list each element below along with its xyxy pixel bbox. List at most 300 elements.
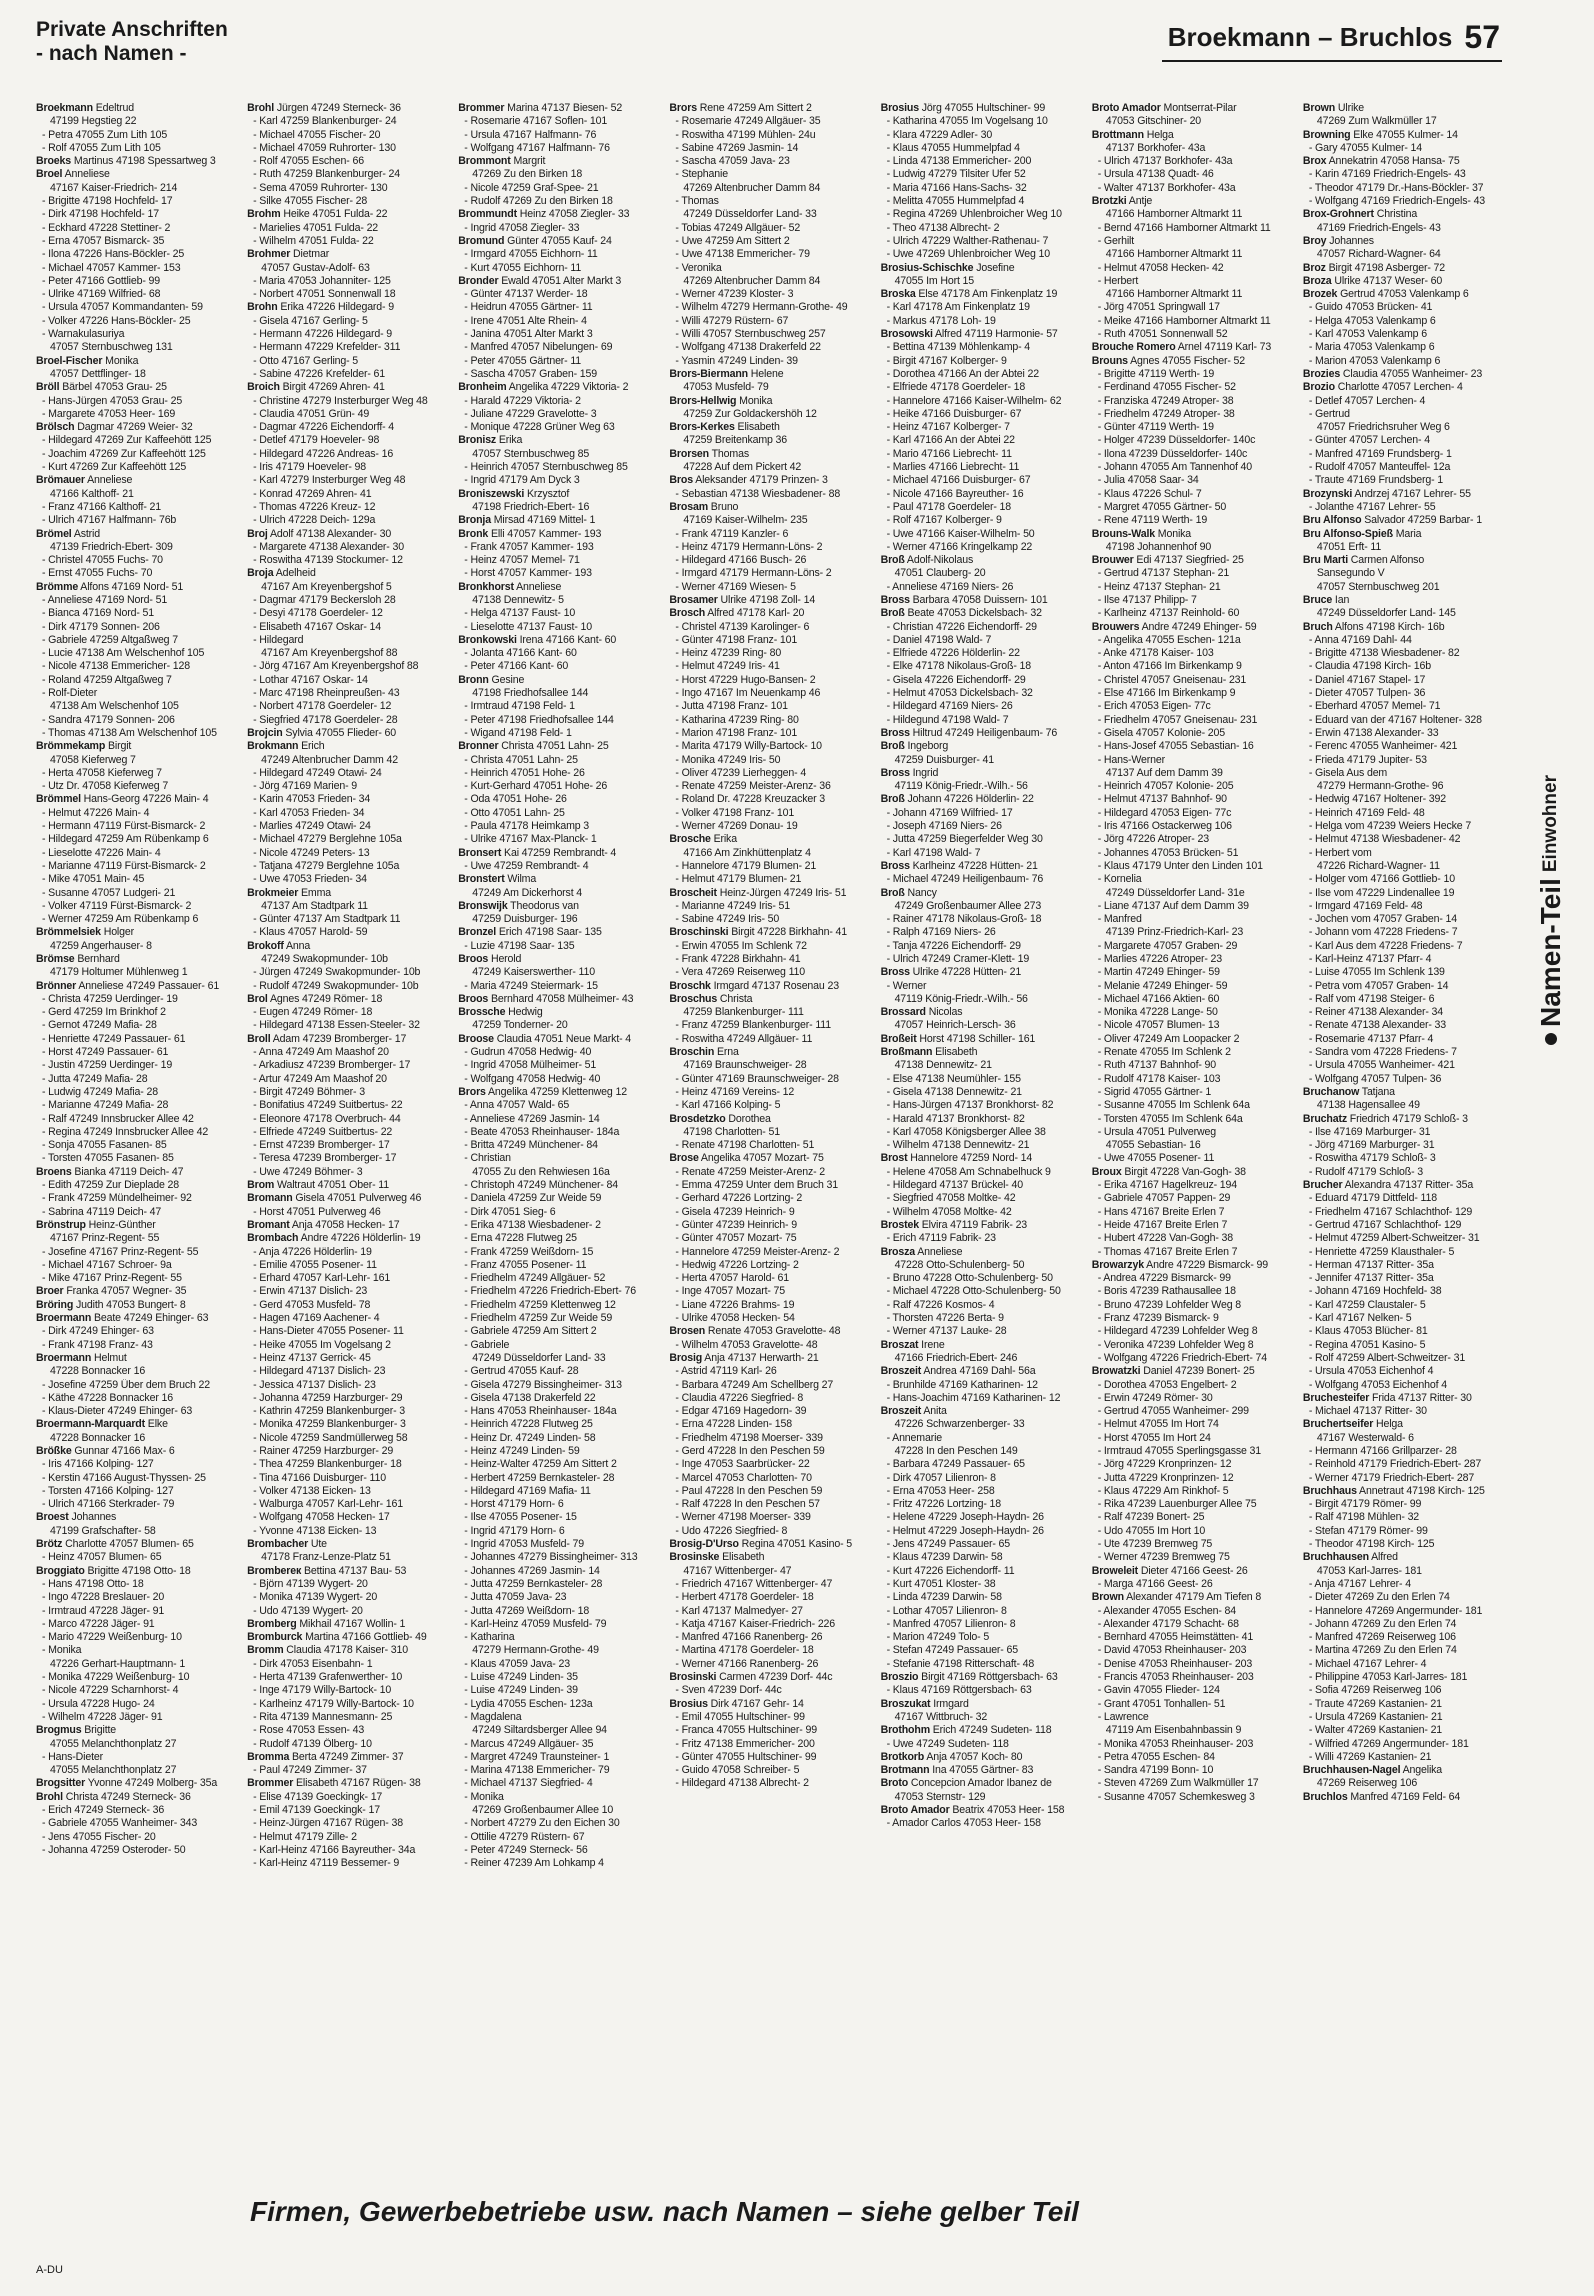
listing-subentry xyxy=(669,288,868,301)
surname: Brokoff xyxy=(247,939,284,952)
entry-text: Angelika 47229 Viktoria- 2 xyxy=(508,381,629,394)
listing-subentry xyxy=(247,1724,446,1737)
entry-text: - Karl 47166 An der Abtei 22 xyxy=(886,434,1015,447)
listing-entry xyxy=(1303,235,1502,248)
entry-text: Else 47178 Am Finkenplatz 19 xyxy=(918,288,1058,301)
listing-subentry xyxy=(1092,900,1291,913)
entry-text: - Rainer 47259 Harzburger- 29 xyxy=(253,1444,394,1457)
entry-text: - Mario 47166 Liebrecht- 11 xyxy=(886,447,1012,460)
listing-subentry xyxy=(1303,567,1502,580)
entry-text: - Mike 47167 Prinz-Regent- 55 xyxy=(42,1272,182,1285)
surname: Brosius xyxy=(880,102,919,114)
entry-text: - Peter 47166 Gottlieb- 99 xyxy=(42,274,161,287)
listing-subentry xyxy=(36,1392,235,1405)
surname: Brömmekamp xyxy=(36,740,106,753)
entry-text: - Jutta 47249 Mafia- 28 xyxy=(42,1072,148,1085)
entry-text: - Regina 47051 Kasino- 5 xyxy=(1308,1338,1426,1351)
entry-text: - Gerd 47053 Musfeld- 78 xyxy=(253,1298,371,1311)
listing-subentry xyxy=(247,1312,446,1325)
listing-subentry xyxy=(1092,1671,1291,1684)
entry-text: - Siegfried 47178 Goerdeler- 28 xyxy=(253,713,398,726)
entry-text: Thomas xyxy=(711,447,749,460)
listing-subentry xyxy=(1303,727,1502,740)
entry-text: Birgit 47169 Röttgersbach- 63 xyxy=(921,1671,1058,1684)
entry-text: - Hildegard 47138 Albrecht- 2 xyxy=(675,1777,809,1790)
entry-text: - Paul 47249 Zimmer- 37 xyxy=(253,1764,367,1777)
listing-subentry xyxy=(458,301,657,314)
entry-text: 47139 Prinz-Friedrich-Karl- 23 xyxy=(1105,926,1244,939)
entry-text: - Uwe 47055 Posener- 11 xyxy=(1097,1152,1215,1165)
entry-text: - Helmut 47179 Zille- 2 xyxy=(253,1830,357,1843)
listing-subentry xyxy=(881,1272,1080,1285)
entry-text: - Werner 47166 Kringelkamp 22 xyxy=(886,540,1033,553)
entry-text: - Kornelia xyxy=(1097,873,1142,886)
entry-text: 47167 Westerwald- 6 xyxy=(1316,1431,1414,1444)
listing-entry xyxy=(1092,355,1291,368)
entry-text: Birgit 47198 Asberger- 72 xyxy=(1328,261,1445,274)
listing-subentry xyxy=(1303,1126,1502,1139)
entry-text: - Volker 47138 Eicken- 13 xyxy=(253,1484,371,1497)
surname: Bromund xyxy=(458,234,505,247)
entry-text: - Heinz 47137 Gerrick- 45 xyxy=(253,1351,371,1364)
listing-entry xyxy=(458,926,657,939)
listing-subentry xyxy=(1092,1551,1291,1564)
listing-entry xyxy=(36,381,235,394)
listing-subentry xyxy=(669,900,868,913)
listing-subentry xyxy=(247,1073,446,1086)
entry-text: - Peter 47055 Gärtner- 11 xyxy=(464,354,582,367)
listing-subentry xyxy=(247,168,446,181)
entry-text: - Rolf-Dieter xyxy=(42,687,98,700)
entry-text: - Ruth 47259 Blankenburger- 24 xyxy=(253,168,400,181)
entry-text: - Karl 47279 Insterburger Weg 48 xyxy=(253,474,406,487)
entry-text: - Ingrid 47179 Horn- 6 xyxy=(464,1524,565,1537)
listing-subentry xyxy=(458,860,657,873)
entry-text: - Linda 47239 Darwin- 58 xyxy=(886,1591,1002,1604)
entry-text: - Dirk 47053 Eisenbahn- 1 xyxy=(253,1657,373,1670)
listing-subentry xyxy=(1303,900,1502,913)
entry-text: - Rika 47239 Lauenburger Allee 75 xyxy=(1097,1498,1257,1511)
listing-subentry xyxy=(669,554,868,567)
listing-subentry xyxy=(881,168,1080,181)
surname: Broux xyxy=(1091,1165,1122,1178)
listing-subentry xyxy=(36,1246,235,1259)
entry-text: - David 47053 Rheinhauser- 203 xyxy=(1097,1644,1247,1657)
surname: Broß xyxy=(880,740,905,753)
surname: Brohm xyxy=(247,208,281,221)
entry-text: - Uwe 47249 Böhmer- 3 xyxy=(253,1165,363,1178)
entry-text: Elvira 47119 Fabrik- 23 xyxy=(921,1218,1028,1231)
surname: Brömse xyxy=(36,953,75,965)
entry-text: - Bernhard 47055 Heimstätten- 41 xyxy=(1097,1631,1254,1644)
surname: Brosch xyxy=(669,607,706,620)
listing-subentry xyxy=(1303,1591,1502,1604)
listing-subentry xyxy=(1303,501,1502,514)
listing-subentry xyxy=(881,714,1080,727)
entry-text: Anna xyxy=(285,939,311,952)
listing-subentry xyxy=(1303,1152,1502,1165)
surname: Bromburck xyxy=(247,1631,303,1644)
listing-subentry xyxy=(458,754,657,767)
listing-subentry xyxy=(881,993,1080,1006)
listing-subentry xyxy=(881,195,1080,208)
entry-text: - Heinrich 47051 Hohe- 26 xyxy=(464,766,585,779)
entry-text: 47269 Altenbrucher Damm 84 xyxy=(683,274,821,287)
entry-text: - Brigitte 47119 Werth- 19 xyxy=(1097,367,1215,380)
listing-subentry xyxy=(458,1485,657,1498)
entry-text: - Helmut 47138 Wiesbadener- 42 xyxy=(1308,833,1461,846)
entry-text: Claudia 47051 Neue Markt- 4 xyxy=(496,1032,632,1045)
listing-entry xyxy=(1303,102,1502,115)
listing-entry xyxy=(881,288,1080,301)
listing-entry xyxy=(36,581,235,594)
listing-subentry xyxy=(1303,395,1502,408)
listing-subentry xyxy=(458,1139,657,1152)
entry-text: - Yasmin 47249 Linden- 39 xyxy=(675,354,798,367)
entry-text: - Juliane 47229 Gravelotte- 3 xyxy=(464,407,597,420)
entry-text: - Irmgard 47179 Hermann-Löns- 2 xyxy=(675,567,832,580)
listing-subentry xyxy=(1092,1352,1291,1365)
listing-subentry xyxy=(881,1113,1080,1126)
listing-subentry xyxy=(458,129,657,142)
entry-text: - Michael 47166 Aktien- 60 xyxy=(1097,992,1220,1005)
entry-text: Monika xyxy=(1157,527,1192,540)
listing-entry xyxy=(458,514,657,527)
listing-subentry xyxy=(458,1671,657,1684)
entry-text: - Karl-Heinz 47119 Bessemer- 9 xyxy=(253,1857,400,1870)
listing-entry xyxy=(36,953,235,966)
entry-text: Alfred 47119 Harmonie- 57 xyxy=(935,328,1058,341)
entry-text: - Willi 47269 Kastanien- 21 xyxy=(1308,1750,1432,1763)
entry-text: 47055 Melanchthonplatz 27 xyxy=(50,1764,177,1777)
listing-entry xyxy=(1303,1485,1502,1498)
entry-text: - Manfred 47166 Ranenberg- 26 xyxy=(675,1631,823,1644)
entry-text: Erika 47226 Hildegard- 9 xyxy=(280,301,394,314)
listing-subentry xyxy=(247,1099,446,1112)
entry-text: - Amador Carlos 47053 Heer- 158 xyxy=(886,1817,1041,1830)
entry-text: - Karl 47053 Valenkamp 6 xyxy=(1308,328,1427,341)
entry-text: - Friedhelm 47249 Atroper- 38 xyxy=(1097,407,1235,420)
listing-subentry xyxy=(1303,1711,1502,1724)
entry-text: - Bonifatius 47249 Suitbertus- 22 xyxy=(253,1099,403,1112)
listing-subentry xyxy=(669,1259,868,1272)
listing-subentry xyxy=(1303,833,1502,846)
listing-entry xyxy=(247,567,446,580)
entry-text: Alexandra 47137 Ritter- 35a xyxy=(1344,1179,1474,1192)
listing-subentry xyxy=(247,1831,446,1844)
listing-entry xyxy=(1303,1179,1502,1192)
entry-text: - Susanne 47057 Schemkesweg 3 xyxy=(1097,1790,1255,1803)
entry-text: - Annemarie xyxy=(886,1431,943,1444)
listing-subentry xyxy=(1092,847,1291,860)
entry-text: - Lydia 47055 Eschen- 123a xyxy=(464,1697,593,1710)
entry-text: - Roland 47259 Altgaßweg 7 xyxy=(42,673,172,686)
surname: Brosen xyxy=(669,1325,706,1338)
listing-subentry xyxy=(1092,1379,1291,1392)
listing-subentry xyxy=(881,541,1080,554)
entry-text: - Mike 47051 Main- 45 xyxy=(42,873,145,886)
listing-subentry xyxy=(669,1485,868,1498)
entry-text: - Janina 47051 Alter Markt 3 xyxy=(464,328,593,341)
listing-entry xyxy=(1092,1591,1291,1604)
entry-text: 47259 Breitenkamp 36 xyxy=(683,434,788,447)
entry-text: - Michael 47249 Heiligenbaum- 76 xyxy=(886,873,1044,886)
entry-text: - Nicole 47259 Sandmüllerweg 58 xyxy=(253,1431,408,1444)
entry-text: Arnel 47119 Karl- 73 xyxy=(1177,341,1272,354)
listing-subentry xyxy=(458,222,657,235)
entry-text: Martinus 47198 Spessartweg 3 xyxy=(73,155,216,168)
entry-text: - Heinz 47239 Ring- 80 xyxy=(675,647,782,660)
listing-subentry xyxy=(247,1458,446,1471)
entry-text: - Hannelore 47166 Kaiser-Wilhelm- 62 xyxy=(886,394,1062,407)
listing-subentry xyxy=(669,1019,868,1032)
listing-subentry xyxy=(1303,1006,1502,1019)
listing-entry xyxy=(458,740,657,753)
entry-text: - Luise 47055 Im Schlenk 139 xyxy=(1308,966,1445,979)
entry-text: - Ingrid 47058 Ziegler- 33 xyxy=(464,221,580,234)
listing-subentry xyxy=(36,674,235,687)
entry-text: - Brigitte 47138 Wiesbadener- 82 xyxy=(1308,647,1460,660)
listing-subentry xyxy=(1303,754,1502,767)
listing-subentry xyxy=(247,155,446,168)
entry-text: - Sabine 47269 Jasmin- 14 xyxy=(675,141,799,154)
listing-subentry xyxy=(458,1857,657,1870)
listing-entry xyxy=(1092,1565,1291,1578)
entry-text: Agnes 47055 Fischer- 52 xyxy=(1130,354,1246,367)
surname: Broschin xyxy=(669,1046,715,1059)
listing-subentry xyxy=(1092,1392,1291,1405)
listing-subentry xyxy=(881,448,1080,461)
entry-text: - Ralph 47169 Niers- 26 xyxy=(886,926,996,939)
entry-text: Ulrike xyxy=(1337,102,1365,114)
entry-text: 47166 Am Zinkhüttenplatz 4 xyxy=(683,846,811,859)
entry-text: - Hildegard 47169 Niers- 26 xyxy=(886,700,1013,713)
entry-text: - Friedhelm 47259 Zur Weide 59 xyxy=(464,1312,613,1325)
entry-text: - Sigrid 47055 Gärtner- 1 xyxy=(1097,1085,1212,1098)
entry-text: Anja 47137 Herwarth- 21 xyxy=(704,1351,819,1364)
entry-text: - Andrea 47229 Bismarck- 99 xyxy=(1097,1272,1231,1285)
listing-subentry xyxy=(458,395,657,408)
entry-text: Bettina 47137 Bau- 53 xyxy=(303,1564,407,1577)
listing-subentry xyxy=(1092,581,1291,594)
surname: Broniszewski xyxy=(458,487,525,500)
entry-text: - Jutta 47259 Bernkasteler- 28 xyxy=(464,1577,603,1590)
entry-text: - Helmut 47249 Iris- 41 xyxy=(675,660,780,673)
entry-text: - Ulrich 47249 Cramer-Klett- 19 xyxy=(886,953,1030,965)
listing-subentry xyxy=(881,341,1080,354)
entry-text: Ewald 47051 Alter Markt 3 xyxy=(501,274,622,287)
listing-subentry xyxy=(247,1525,446,1538)
entry-text: - Rolf 47259 Albert-Schweitzer- 31 xyxy=(1308,1351,1466,1364)
entry-text: - Roswitha 47249 Allgäuer- 11 xyxy=(675,1032,813,1045)
entry-text: 47249 Altenbrucher Damm 42 xyxy=(261,753,398,766)
entry-text: Erika xyxy=(713,833,737,846)
listing-subentry xyxy=(1303,408,1502,421)
entry-text: - Helmut 47058 Hecken- 42 xyxy=(1097,261,1224,274)
listing-subentry xyxy=(247,315,446,328)
listing-subentry xyxy=(1303,1059,1502,1072)
listing-subentry xyxy=(1303,780,1502,793)
entry-text: Birgit 47269 Ahren- 41 xyxy=(282,381,385,394)
listing-subentry xyxy=(669,208,868,221)
listing-subentry xyxy=(669,1724,868,1737)
listing-subentry xyxy=(247,1658,446,1671)
listing-entry xyxy=(881,1724,1080,1737)
entry-text: - Ralf vom 47198 Steiger- 6 xyxy=(1308,992,1435,1005)
entry-text: - Wolfgang 47169 Friedrich-Engels- 43 xyxy=(1308,195,1486,208)
entry-text: - Jutta 47059 Java- 23 xyxy=(464,1591,567,1604)
entry-text: - Uwe 47166 Kaiser-Wilhelm- 50 xyxy=(886,527,1035,540)
entry-text: - Wolfgang 47226 Friedrich-Ebert- 74 xyxy=(1097,1351,1267,1364)
entry-text: 47279 Hermann-Grothe- 49 xyxy=(472,1644,599,1657)
listing-entry xyxy=(1303,488,1502,501)
entry-text: Erich xyxy=(301,740,325,753)
listing-subentry xyxy=(1303,887,1502,900)
entry-text: - Wilhelm 47138 Dennewitz- 21 xyxy=(886,1139,1030,1152)
entry-text: Gunnar 47166 Max- 6 xyxy=(74,1444,175,1457)
listing-subentry xyxy=(458,1206,657,1219)
listing-subentry xyxy=(458,647,657,660)
listing-subentry xyxy=(669,1033,868,1046)
entry-text: - Renate 47055 Im Schlenk 2 xyxy=(1097,1046,1231,1059)
listing-entry xyxy=(881,793,1080,806)
entry-text: - Sascha 47059 Java- 23 xyxy=(675,155,790,168)
listing-subentry xyxy=(458,1605,657,1618)
listing-subentry xyxy=(36,1232,235,1245)
entry-text: - Monika xyxy=(464,1790,504,1803)
listing-subentry xyxy=(669,1498,868,1511)
listing-subentry xyxy=(1092,421,1291,434)
entry-text: Birgit 47228 Van-Gogh- 38 xyxy=(1124,1165,1246,1178)
listing-subentry xyxy=(1303,1206,1502,1219)
listing-subentry xyxy=(881,1485,1080,1498)
entry-text: Brigitte xyxy=(84,1724,117,1737)
entry-text: - Regina 47269 Uhlenbroicher Weg 10 xyxy=(886,208,1062,221)
listing-subentry xyxy=(669,1405,868,1418)
listing-subentry xyxy=(1092,953,1291,966)
entry-text: - Hildegard xyxy=(253,633,304,646)
listing-subentry xyxy=(458,1073,657,1086)
entry-text: - Erwin 47249 Römer- 30 xyxy=(1097,1391,1213,1404)
entry-text: - Ingo 47167 Im Neuenkamp 46 xyxy=(675,687,821,700)
entry-text: - Friedhelm 47167 Schlachthof- 129 xyxy=(1308,1205,1473,1218)
surname: Brölsch xyxy=(36,421,75,434)
entry-text: - Sonja 47055 Fasanen- 85 xyxy=(42,1139,167,1152)
entry-text: - Gernot 47249 Mafia- 28 xyxy=(42,1019,157,1032)
listing-subentry xyxy=(458,940,657,953)
listing-entry xyxy=(1303,554,1502,567)
entry-text: - Ulrich 47228 Deich- 129a xyxy=(253,514,376,527)
listing-subentry xyxy=(669,235,868,248)
entry-text: - Marlies 47226 Atroper- 23 xyxy=(1097,953,1223,965)
entry-text: - Paul 47228 In den Peschen 59 xyxy=(675,1484,823,1497)
entry-text: - Gerhilt xyxy=(1097,234,1135,247)
listing-subentry xyxy=(247,288,446,301)
listing-subentry xyxy=(669,1472,868,1485)
listing-subentry xyxy=(247,687,446,700)
listing-entry xyxy=(881,1246,1080,1259)
entry-text: Manfred 47169 Feld- 64 xyxy=(1350,1790,1461,1803)
listing-subentry xyxy=(247,421,446,434)
listing-subentry xyxy=(881,1618,1080,1631)
entry-text: - Heinz 47179 Hermann-Löns- 2 xyxy=(675,540,823,553)
surname: Broscheit xyxy=(669,886,717,899)
entry-text: - Karl 47259 Claustaler- 5 xyxy=(1308,1298,1426,1311)
listing-subentry xyxy=(669,1658,868,1671)
entry-text: Alfred xyxy=(1371,1551,1398,1564)
listing-subentry xyxy=(247,1086,446,1099)
entry-text: 47279 Hermann-Grothe- 96 xyxy=(1316,780,1444,793)
entry-text: - Heinz Dr. 47249 Linden- 58 xyxy=(464,1431,596,1444)
entry-text: - Katja 47167 Kaiser-Friedrich- 226 xyxy=(675,1617,836,1630)
entry-text: - Hildegard 47169 Mafia- 11 xyxy=(464,1484,591,1497)
listing-subentry xyxy=(458,966,657,979)
entry-text: - Karin 47053 Frieden- 34 xyxy=(253,793,371,806)
listing-subentry xyxy=(458,1724,657,1737)
listing-subentry xyxy=(1303,980,1502,993)
entry-text: - Barbara 47249 Passauer- 65 xyxy=(886,1458,1025,1471)
listing-subentry xyxy=(36,754,235,767)
entry-text: - Dagmar 47179 Beckersloh 28 xyxy=(253,593,396,606)
entry-text: - Monika 47229 Weißenburg- 10 xyxy=(42,1671,190,1684)
listing-subentry xyxy=(881,780,1080,793)
listing-subentry xyxy=(669,714,868,727)
listing-subentry xyxy=(247,1113,446,1126)
entry-text: - Silke 47055 Fischer- 28 xyxy=(253,195,368,208)
entry-text: - Lieselotte 47137 Faust- 10 xyxy=(464,620,592,633)
entry-text: - Nicole 47138 Emmericher- 128 xyxy=(42,660,190,673)
listing-subentry xyxy=(669,1605,868,1618)
entry-text: - Horst 47057 Kammer- 193 xyxy=(464,567,592,580)
listing-subentry xyxy=(1303,222,1502,235)
entry-text: - Jörg 47226 Atroper- 23 xyxy=(1097,833,1209,846)
listing-subentry xyxy=(881,488,1080,501)
entry-text: - Gisela 47279 Bissingheimer- 313 xyxy=(464,1378,622,1391)
listing-subentry xyxy=(247,660,446,673)
listing-subentry xyxy=(669,1206,868,1219)
entry-text: Jörg 47055 Hultschiner- 99 xyxy=(921,102,1046,114)
entry-text: - Gertrud xyxy=(1308,407,1350,420)
entry-text: - Hannelore 47269 Angermunder- 181 xyxy=(1308,1604,1483,1617)
listing-entry xyxy=(247,1538,446,1551)
surname: Broggiato xyxy=(36,1564,85,1577)
entry-text: - Edgar 47169 Hagedorn- 39 xyxy=(675,1405,807,1418)
listing-subentry xyxy=(247,754,446,767)
listing-subentry xyxy=(1303,700,1502,713)
section-tab-big: Namen-Teil xyxy=(1535,878,1566,1027)
surname: Bross xyxy=(880,966,910,979)
listing-subentry xyxy=(881,208,1080,221)
surname: Brombacher xyxy=(247,1538,309,1551)
entry-text: - Martina 47178 Goerdeler- 18 xyxy=(675,1644,814,1657)
entry-text: - Johanna 47259 Osteroder- 50 xyxy=(42,1843,186,1856)
entry-text: - Rudolf 47249 Swakopmunder- 10b xyxy=(253,979,419,992)
entry-text: - Maria 47166 Hans-Sachs- 32 xyxy=(886,181,1027,194)
entry-text: - Günter 47119 Werth- 19 xyxy=(1097,421,1214,434)
listing-subentry xyxy=(1303,740,1502,753)
listing-entry xyxy=(458,235,657,248)
listing-subentry xyxy=(247,581,446,594)
listing-subentry xyxy=(1303,1139,1502,1152)
listing-subentry xyxy=(1092,275,1291,288)
listing-subentry xyxy=(247,833,446,846)
entry-text: - Udo 47226 Siegfried- 8 xyxy=(675,1524,788,1537)
listing-subentry xyxy=(1092,1432,1291,1445)
entry-text: Ingeborg xyxy=(907,740,949,753)
entry-text: - Michael 47137 Ritter- 30 xyxy=(1308,1405,1427,1418)
entry-text: - Warnakulasuriya xyxy=(42,328,125,341)
listing-subentry xyxy=(247,621,446,634)
